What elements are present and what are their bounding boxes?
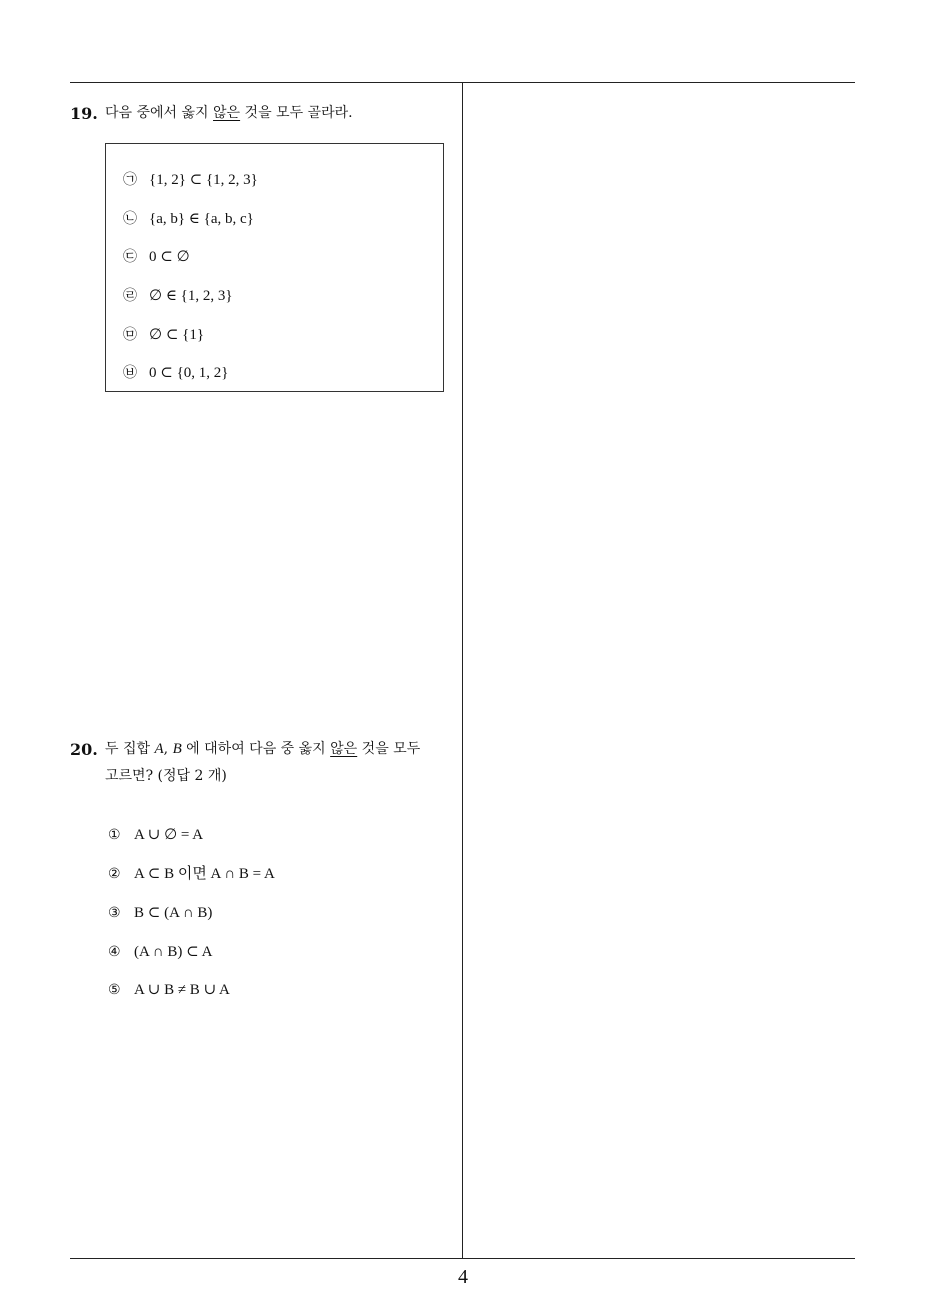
q19-item-mark: ㉥	[123, 365, 137, 381]
q20-choice	[108, 939, 212, 963]
q19-text-after: 것을 모두 골라라.	[240, 105, 353, 121]
question-19-text	[105, 100, 353, 127]
q19-item	[123, 244, 190, 268]
q20-choice-mark: ③	[108, 905, 121, 921]
question-20-number: 20.	[70, 740, 98, 759]
q19-underlined: 않은	[213, 105, 241, 121]
q20-choice	[108, 861, 275, 885]
q19-item	[123, 322, 204, 346]
q19-item	[123, 167, 258, 191]
column-divider	[462, 82, 463, 1258]
q20-line-1	[105, 736, 460, 763]
q20-choice-expr: A ∪ ∅ = A	[134, 827, 204, 843]
q19-item-expr: {1, 2} ⊂ {1, 2, 3}	[149, 172, 258, 188]
q20-var-b: B	[172, 741, 182, 757]
q19-item-mark: ㉡	[123, 211, 137, 227]
q20-choice-expr: A ⊂ B 이면 A ∩ B = A	[134, 866, 275, 882]
q20-choice-mark: ①	[108, 827, 121, 843]
q19-item-mark: ㉠	[123, 172, 137, 188]
question-19-number: 19.	[70, 104, 98, 123]
q19-item	[123, 360, 228, 384]
q20-line1-post: 것을 모두	[357, 741, 421, 757]
q19-text-before: 다음 중에서 옳지	[105, 105, 214, 121]
q19-item-expr: ∅ ⊂ {1}	[149, 327, 205, 343]
question-20-text	[105, 736, 460, 790]
q19-item-mark: ㉢	[123, 249, 137, 265]
q20-comma: ,	[163, 741, 173, 757]
q19-item-mark: ㉣	[123, 288, 137, 304]
q20-line1-mid: 에 대하여 다음 중 옳지	[181, 741, 331, 757]
q19-item	[123, 283, 233, 307]
q20-underlined: 않은	[330, 741, 358, 757]
bottom-rule	[70, 1258, 855, 1259]
q19-item	[123, 206, 254, 230]
q20-choice	[108, 900, 212, 924]
q19-item-mark: ㉤	[123, 327, 137, 343]
q20-line1-pre: 두 집합	[105, 741, 155, 757]
q20-choice-expr: A ∪ B ≠ B ∪ A	[134, 982, 230, 998]
q20-choice	[108, 977, 230, 1001]
q20-choice-mark: ④	[108, 944, 121, 960]
q19-item-expr: 0 ⊂ ∅	[149, 249, 190, 265]
q20-var-a: A	[154, 741, 164, 757]
q19-item-expr: ∅ ∈ {1, 2, 3}	[149, 288, 233, 304]
q19-statement-box	[105, 143, 444, 392]
q20-choice	[108, 822, 203, 846]
q20-choice-mark: ②	[108, 866, 121, 882]
q20-choice-expr: B ⊂ (A ∩ B)	[134, 905, 213, 921]
q19-item-expr: {a, b} ∈ {a, b, c}	[149, 211, 254, 227]
q20-choice-expr: (A ∩ B) ⊂ A	[134, 944, 213, 960]
q20-line-2: 고르면? (정답 2 개)	[105, 768, 227, 784]
q20-choice-mark: ⑤	[108, 982, 121, 998]
q19-item-expr: 0 ⊂ {0, 1, 2}	[149, 365, 229, 381]
page-number: 4	[458, 1266, 468, 1288]
